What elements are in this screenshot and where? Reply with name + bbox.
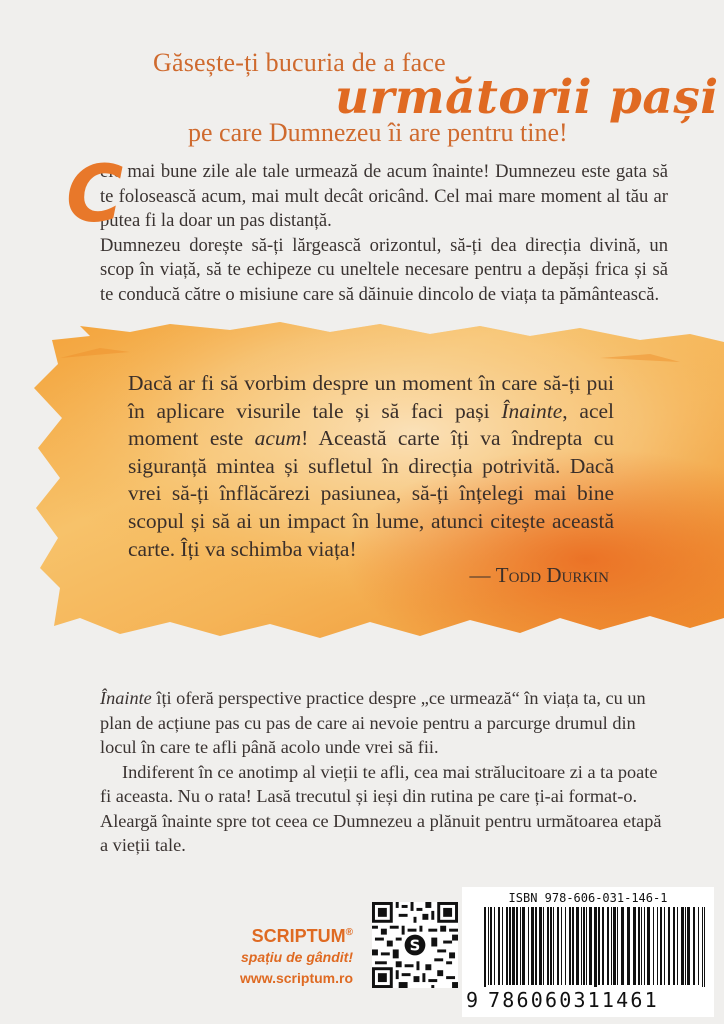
barcode-bar [681, 907, 684, 985]
publisher-block [233, 922, 353, 989]
barcode-bar [611, 907, 612, 985]
barcode-bar [522, 907, 525, 985]
barcode-bar [543, 907, 544, 985]
barcode-bar [638, 907, 640, 985]
quote-italic-2: acum [254, 426, 302, 451]
barcode-bar [506, 907, 508, 985]
barcode-bar [641, 907, 642, 985]
intro-text [66, 150, 668, 308]
publisher-name: SCRIPTUM [251, 926, 346, 946]
outro-italic-title: Înainte [100, 688, 152, 708]
barcode-bar [547, 907, 549, 985]
barcode-bar [673, 907, 675, 985]
barcode-bars-icon [462, 887, 714, 987]
publisher-name-line [233, 922, 353, 947]
outro-p1-text: îți oferă perspective practice despre „ce urmează“ în viața ta, cu un plan de acțiune pas cu pas de care ai nevoie pentru a parcurge drumul din locul în care te afli până acolo unde vrei să fii. [100, 688, 646, 757]
attribution-dash: — [469, 563, 496, 587]
barcode-bar [698, 907, 699, 985]
barcode-digits-rest: 786060311461 [488, 988, 659, 1012]
headline-line-3: pe care Dumnezeu îi are pentru tine! [188, 118, 568, 147]
intro-p2-text: Dumnezeu dorește să-ți lărgească orizontul, să-ți dea direcția divină, un scop în viață, să te echipeze cu uneltele necesare pentru a depăși frica și să te conducă către o misiune care să dăinuie dincolo de viața ta pământească. [100, 234, 668, 305]
barcode-bar [516, 907, 518, 985]
barcode-bar [498, 907, 500, 985]
barcode-bar [704, 907, 705, 987]
barcode-bar [550, 907, 552, 985]
endorsement-quote [128, 370, 614, 563]
headline [0, 0, 724, 150]
barcode-bar [531, 907, 534, 985]
barcode-bar [668, 907, 670, 985]
barcode-bar [490, 907, 492, 985]
barcode-bar [647, 907, 650, 985]
barcode-bar [565, 907, 566, 985]
quote-attribution [470, 563, 610, 588]
outro-paragraph-2 [100, 760, 668, 858]
barcode-bar [621, 907, 624, 985]
drop-cap: C [66, 150, 124, 240]
headline-script: următorii pași [335, 70, 719, 125]
barcode-bar [589, 907, 592, 985]
quote-italic-1: Înainte [501, 398, 563, 423]
barcode-bar [557, 907, 559, 985]
barcode-bar [509, 907, 511, 985]
barcode-bar [617, 907, 618, 985]
barcode-bar [633, 907, 636, 985]
barcode-bar [535, 907, 537, 985]
barcode-bar [685, 907, 686, 985]
barcode-bar [494, 907, 495, 985]
intro-p1-text: ele mai bune zile ale tale urmează de acum înainte! Dumnezeu este gata să te folosească acum, mai mult decât oricând. Cel mai mare moment al tău ar putea fi la doar un pas distanță. [100, 161, 668, 232]
quote-part-3: ! Această carte îți va îndrepta cu siguranță mintea și sufletul în direcția potrivită. Dacă vrei să-ți înflăcărezi pasiunea, să-ți înțelegi mai bine scopul și să ai un impact în lume, atunci citește această carte. Îți va schimba viața! [128, 426, 614, 561]
outro-text [100, 686, 668, 858]
barcode-bar [657, 907, 658, 985]
svg-text:S: S [409, 937, 421, 955]
barcode-bar [613, 907, 616, 985]
barcode-bar [653, 907, 654, 985]
barcode-bar [598, 907, 600, 985]
publisher-tagline: spațiu de gândit! [241, 949, 353, 965]
barcode-bar [687, 907, 690, 985]
barcode-bar [586, 907, 587, 985]
barcode-bar [607, 907, 609, 985]
barcode-bar [488, 907, 489, 985]
barcode-bar [539, 907, 542, 985]
barcode-bar [553, 907, 554, 985]
barcode-bar [660, 907, 662, 985]
barcode-bar [664, 907, 665, 985]
publisher-website: www.scriptum.ro [239, 970, 353, 986]
barcode-bar [583, 907, 585, 985]
qr-code-icon [372, 902, 458, 988]
barcode-bar [528, 907, 529, 985]
barcode-bar [644, 907, 645, 985]
isbn-barcode [462, 887, 714, 1017]
intro-paragraph-2 [100, 234, 668, 308]
isbn-label: ISBN 978-606-031-146-1 [508, 891, 668, 905]
barcode-bar [627, 907, 630, 985]
outro-p2-text: Indiferent în ce anotimp al vieții te afli, cea mai strălucitoare zi a ta poate fi aceasta. Nu o rata! Lasă trecutul și ieși din rutina pe care ți-ai format-o. Aleargă înainte spre tot ceea ce Dumnezeu a plănuit pentru următoarea etapă a vieții tale. [100, 761, 662, 855]
barcode-digit-first: 9 [466, 988, 480, 1012]
headline-line-1: Găsește-ți bucuria de a face [153, 48, 446, 77]
attribution-name: Todd Durkin [495, 563, 609, 587]
barcode-bar [677, 907, 678, 985]
barcode-bar [520, 907, 521, 985]
barcode-bar [572, 907, 574, 985]
barcode-bar [702, 907, 703, 987]
intro-paragraph-1 [100, 160, 668, 234]
barcode-bar [512, 907, 515, 985]
barcode-bar [561, 907, 562, 985]
barcode-bar [602, 907, 604, 985]
quote-part-1: Dacă ar fi să vorbim despre un moment în care să-ți pui în aplicare visurile tale și să faci pași [128, 371, 614, 423]
barcode-bar [693, 907, 695, 985]
barcode-bar [581, 907, 582, 985]
barcode-bar [569, 907, 571, 985]
barcode-bar [502, 907, 503, 985]
quote-part-2: , acel moment este [128, 398, 615, 451]
barcode-bar [484, 907, 486, 987]
barcode-bar [576, 907, 579, 985]
registered-mark: ® [345, 927, 353, 938]
barcode-bar [594, 907, 597, 987]
quote-paragraph [128, 370, 614, 563]
outro-paragraph-1 [100, 686, 668, 760]
